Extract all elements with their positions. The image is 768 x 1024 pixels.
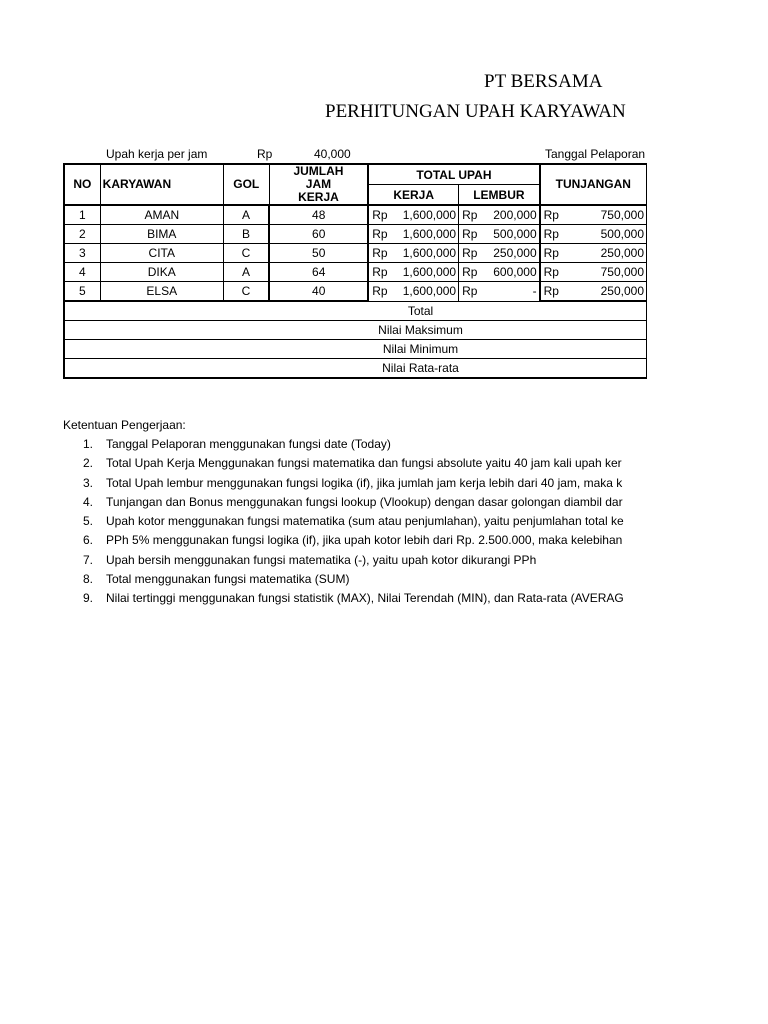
cell-tunjangan [540,225,647,244]
currency-label: Rp [462,284,478,299]
cell-no: 1 [64,205,100,225]
cell-gol: C [223,244,269,263]
currency-label: Rp [462,265,478,279]
company-title: PT BERSAMA [484,71,603,92]
cell-jam: 50 [269,244,368,263]
list-item [63,552,537,572]
summary-label: Total [64,301,647,321]
summary-row-max [64,321,647,340]
tunjangan-value: 250,000 [600,284,644,298]
cell-kerja [368,225,458,244]
col-header-total-upah: TOTAL UPAH [368,164,539,185]
rule-text: Total Upah lembur menggunakan fungsi logika (if), jika jumlah jam kerja lebih dari 40 jam, maka k [106,475,623,490]
summary-label: Nilai Maksimum [64,321,647,340]
list-item [63,494,623,514]
lembur-value: 250,000 [493,246,537,260]
summary-label: Nilai Minimum [64,340,647,359]
table-row [64,205,647,225]
rule-text: Total menggunakan fungsi matematika (SUM) [106,572,350,587]
rule-number: 4. [82,494,93,509]
rule-number: 1. [82,437,93,451]
rule-text: Tanggal Pelaporan menggunakan fungsi date (Today) [106,437,391,451]
list-item [63,456,622,475]
currency-label: Rp [543,265,559,279]
currency-label: Rp [543,208,559,222]
header-row [64,164,647,185]
list-item [63,572,350,591]
cell-nama: CITA [100,244,223,263]
lembur-value: - [532,284,537,299]
cell-jam: 60 [269,225,368,244]
cell-gol: B [223,225,269,244]
currency-label: Rp [372,246,388,260]
rule-number: 7. [82,552,93,567]
cell-tunjangan [540,205,647,225]
currency-label: Rp [462,227,478,241]
wage-table [63,163,647,379]
kerja-value: 1,600,000 [402,208,457,222]
wage-currency: Rp [257,147,273,161]
lembur-value: 600,000 [493,265,537,279]
summary-row-total [64,301,647,321]
summary-label: Nilai Rata-rata [64,359,647,379]
cell-no: 4 [64,263,100,282]
cell-no: 2 [64,225,100,244]
cell-kerja [368,205,458,225]
rule-number: 9. [82,591,93,606]
wage-label: Upah kerja per jam [106,147,208,161]
cell-lembur [459,225,540,244]
currency-label: Rp [372,208,388,222]
col-header-karyawan: KARYAWAN [100,164,223,205]
cell-kerja [368,263,458,282]
rule-number: 2. [82,456,93,471]
table-row [64,263,647,282]
rule-text: Nilai tertinggi menggunakan fungsi statistik (MAX), Nilai Terendah (MIN), dan Rata-rata (AVERAG [106,591,624,606]
list-item [63,591,624,610]
cell-gol: C [223,282,269,302]
currency-label: Rp [543,284,559,298]
rule-text: Upah bersih menggunakan fungsi matematika (-), yaitu upah kotor dikurangi PPh [106,552,537,567]
rule-number: 3. [82,475,93,490]
table-row [64,225,647,244]
list-item [63,533,623,552]
currency-label: Rp [372,265,388,279]
col-header-jam: JUMLAH JAM KERJA [269,164,368,205]
cell-no: 3 [64,244,100,263]
kerja-value: 1,600,000 [402,246,457,260]
col-header-no: NO [64,164,100,205]
cell-kerja [368,244,458,263]
rule-text: PPh 5% menggunakan fungsi logika (if), jika upah kotor lebih dari Rp. 2.500.000, maka kelebihan [106,533,623,548]
currency-label: Rp [372,227,388,241]
lembur-value: 200,000 [493,208,537,222]
cell-nama: AMAN [100,205,223,225]
tunjangan-value: 750,000 [600,265,644,279]
cell-tunjangan [540,244,647,263]
currency-label: Rp [543,246,559,260]
cell-nama: DIKA [100,263,223,282]
col-header-gol: GOL [223,164,269,205]
summary-row-min [64,340,647,359]
tunjangan-value: 500,000 [600,227,644,241]
rule-number: 5. [82,514,93,529]
lembur-value: 500,000 [493,227,537,241]
rule-number: 6. [82,533,93,548]
cell-lembur [459,282,540,302]
currency-label: Rp [543,227,559,241]
rule-text: Upah kotor menggunakan fungsi matematika (sum atau penjumlahan), yaitu penjumlahan total ke [106,514,624,529]
cell-tunjangan [540,263,647,282]
list-item [63,514,624,533]
cell-gol: A [223,263,269,282]
currency-label: Rp [372,284,388,299]
table-row [64,244,647,263]
rule-text: Tunjangan dan Bonus menggunakan fungsi lookup (Vlookup) dengan dasar golongan diambil dar [106,494,623,509]
cell-lembur [459,244,540,263]
col-header-lembur: LEMBUR [459,185,540,206]
cell-tunjangan [540,282,647,302]
wage-value: 40,000 [314,147,351,161]
kerja-value: 1,600,000 [402,284,457,299]
report-title: PERHITUNGAN UPAH KARYAWAN [325,101,626,122]
tunjangan-value: 250,000 [600,246,644,260]
rule-text: Total Upah Kerja Menggunakan fungsi matematika dan fungsi absolute yaitu 40 jam kali upah ker [106,456,622,471]
rules-section [63,418,624,611]
cell-jam: 48 [269,205,368,225]
col-header-kerja: KERJA [368,185,458,206]
report-date-label: Tanggal Pelaporan [545,147,646,161]
tunjangan-value: 750,000 [600,208,644,222]
cell-nama: ELSA [100,282,223,302]
rules-title: Ketentuan Pengerjaan: [63,418,186,432]
cell-gol: A [223,205,269,225]
summary-row-avg [64,359,647,379]
cell-lembur [459,205,540,225]
kerja-value: 1,600,000 [402,227,457,241]
list-item [63,437,391,456]
currency-label: Rp [462,246,478,260]
cell-nama: BIMA [100,225,223,244]
cell-kerja [368,282,458,302]
cell-lembur [459,263,540,282]
currency-label: Rp [462,208,478,222]
list-item [63,475,623,495]
table-row [64,282,647,302]
cell-jam: 64 [269,263,368,282]
rule-number: 8. [82,572,93,587]
col-header-tunjangan: TUNJANGAN [540,164,647,205]
cell-no: 5 [64,282,100,302]
cell-jam: 40 [269,282,368,302]
kerja-value: 1,600,000 [402,265,457,279]
